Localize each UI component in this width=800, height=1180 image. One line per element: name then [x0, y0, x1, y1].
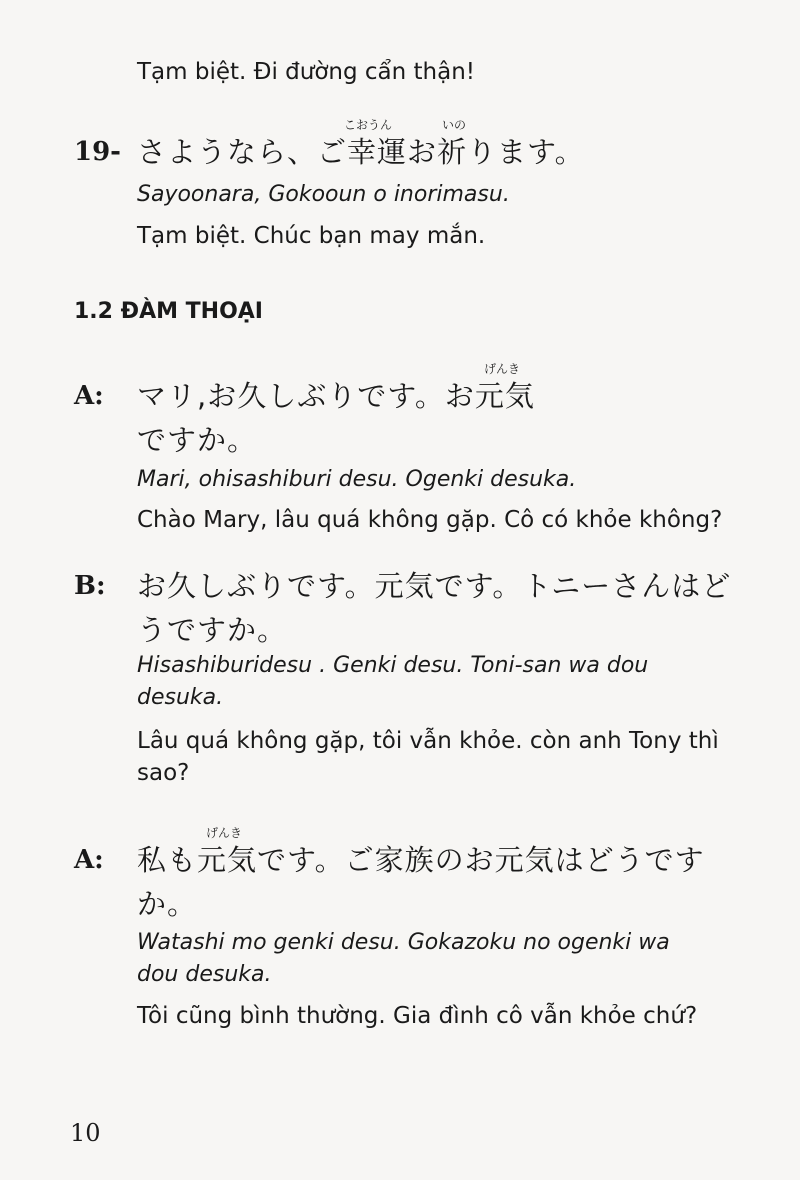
dialogue-2-vietnamese-line-2: sao?	[137, 760, 190, 786]
entry-18-vietnamese: Tạm biệt. Đi đường cẩn thận!	[137, 59, 476, 85]
dialogue-2-vietnamese-line-1: Lâu quá không gặp, tôi vẫn khỏe. còn anh Tony thì	[137, 728, 719, 754]
dialogue-3-vietnamese: Tôi cũng bình thường. Gia đình cô vẫn khỏe chứ?	[137, 1003, 698, 1029]
dialogue-2-romaji-line-1: Hisashiburidesu . Genki desu. Toni-san wa dou	[137, 653, 649, 678]
dialogue-3-furigana: げんき	[206, 826, 243, 840]
dialogue-3-japanese-line-2: か。	[137, 887, 198, 921]
entry-19-number: 19-	[74, 137, 121, 167]
entry-19-romaji: Sayoonara, Gokooun o inorimasu.	[137, 182, 510, 207]
dialogue-3-japanese-line-1: 私も元気です。ご家族のお元気はどうです	[137, 843, 705, 877]
entry-19-vietnamese: Tạm biệt. Chúc bạn may mắn.	[137, 223, 486, 249]
dialogue-1-japanese-line-1: マリ,お久しぶりです。お元気	[137, 379, 535, 413]
dialogue-1-romaji: Mari, ohisashiburi desu. Ogenki desuka.	[137, 467, 577, 492]
entry-19-furigana-kouun: こおうん	[344, 118, 393, 132]
page-number: 10	[70, 1119, 101, 1147]
dialogue-2-speaker: B:	[74, 571, 106, 601]
section-heading: 1.2 ĐÀM THOẠI	[74, 299, 263, 324]
dialogue-1-japanese-line-2: ですか。	[137, 423, 258, 457]
dialogue-2-japanese-line-2: うですか。	[137, 613, 288, 647]
entry-19-furigana-ino: いの	[442, 118, 467, 132]
dialogue-3-romaji-line-1: Watashi mo genki desu. Gokazoku no ogenki wa	[137, 930, 670, 955]
dialogue-1-vietnamese: Chào Mary, lâu quá không gặp. Cô có khỏe không?	[137, 507, 723, 533]
entry-19-japanese: さようなら、ご幸運お祈ります。	[137, 135, 585, 169]
dialogue-1-furigana: げんき	[484, 362, 521, 376]
dialogue-3-romaji-line-2: dou desuka.	[137, 962, 272, 987]
dialogue-1-speaker: A:	[74, 381, 104, 411]
dialogue-2-romaji-line-2: desuka.	[137, 685, 224, 710]
dialogue-3-speaker: A:	[74, 845, 104, 875]
dialogue-2-japanese-line-1: お久しぶりです。元気です。トニーさんはど	[137, 569, 732, 603]
